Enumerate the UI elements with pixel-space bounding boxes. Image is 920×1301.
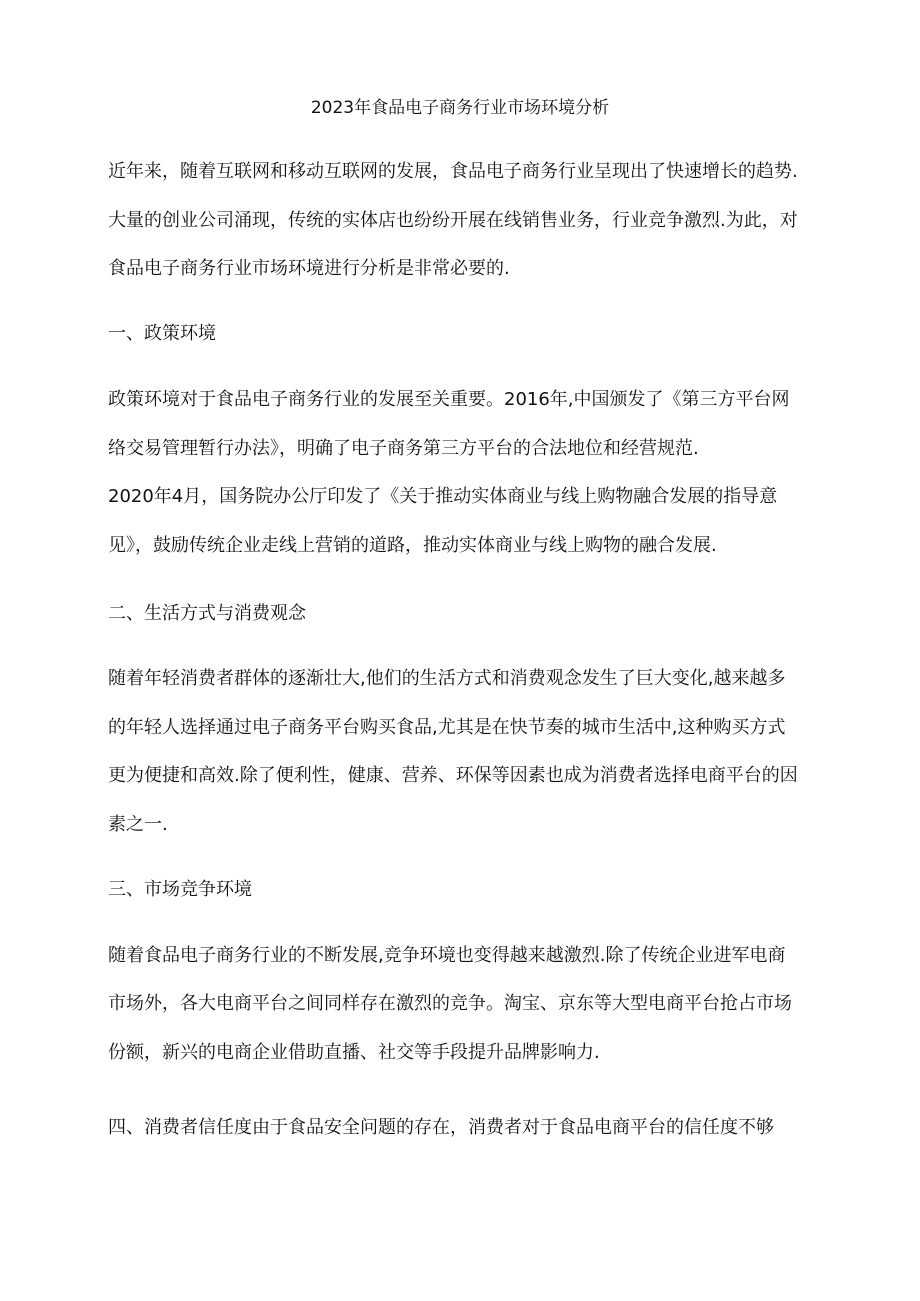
section-heading-policy: 一、政策环境 bbox=[108, 323, 216, 344]
policy-line-3: 2020年4月，国务院办公厅印发了《关于推动实体商业与线上购物融合发展的指导意 bbox=[108, 486, 778, 507]
competition-line-2: 市场外，各大电商平台之间同样存在激烈的竞争。淘宝、京东等大型电商平台抢占市场 bbox=[108, 993, 792, 1014]
intro-line-3: 食品电子商务行业市场环境进行分析是非常必要的. bbox=[108, 258, 510, 279]
lifestyle-line-3: 更为便捷和高效.除了便利性，健康、营养、环保等因素也成为消费者选择电商平台的因 bbox=[108, 765, 798, 786]
section-heading-trust: 四、消费者信任度由于食品安全问题的存在，消费者对于食品电商平台的信任度不够 bbox=[108, 1117, 774, 1138]
document-title: 2023年食品电子商务行业市场环境分析 bbox=[310, 98, 610, 118]
intro-line-2: 大量的创业公司涌现，传统的实体店也纷纷开展在线销售业务，行业竞争激烈.为此，对 bbox=[108, 210, 798, 231]
policy-line-1: 政策环境对于食品电子商务行业的发展至关重要。2016年,中国颁发了《第三方平台网 bbox=[108, 389, 790, 410]
policy-line-2: 络交易管理暂行办法》，明确了电子商务第三方平台的合法地位和经营规范. bbox=[108, 438, 699, 459]
section-heading-lifestyle: 二、生活方式与消费观念 bbox=[108, 603, 306, 624]
lifestyle-line-1: 随着年轻消费者群体的逐渐壮大,他们的生活方式和消费观念发生了巨大变化,越来越多 bbox=[108, 668, 786, 689]
intro-line-1: 近年来，随着互联网和移动互联网的发展，食品电子商务行业呈现出了快速增长的趋势. bbox=[108, 161, 798, 182]
policy-line-4: 见》，鼓励传统企业走线上营销的道路，推动实体商业与线上购物的融合发展. bbox=[108, 535, 717, 556]
competition-line-1: 随着食品电子商务行业的不断发展,竞争环境也变得越来越激烈.除了传统企业进军电商 bbox=[108, 945, 786, 966]
lifestyle-line-2: 的年轻人选择通过电子商务平台购买食品,尤其是在快节奏的城市生活中,这种购买方式 bbox=[108, 717, 786, 738]
competition-line-3: 份额，新兴的电商企业借助直播、社交等手段提升品牌影响力. bbox=[108, 1042, 600, 1063]
lifestyle-line-4: 素之一. bbox=[108, 814, 168, 835]
section-heading-competition: 三、市场竞争环境 bbox=[108, 879, 252, 900]
